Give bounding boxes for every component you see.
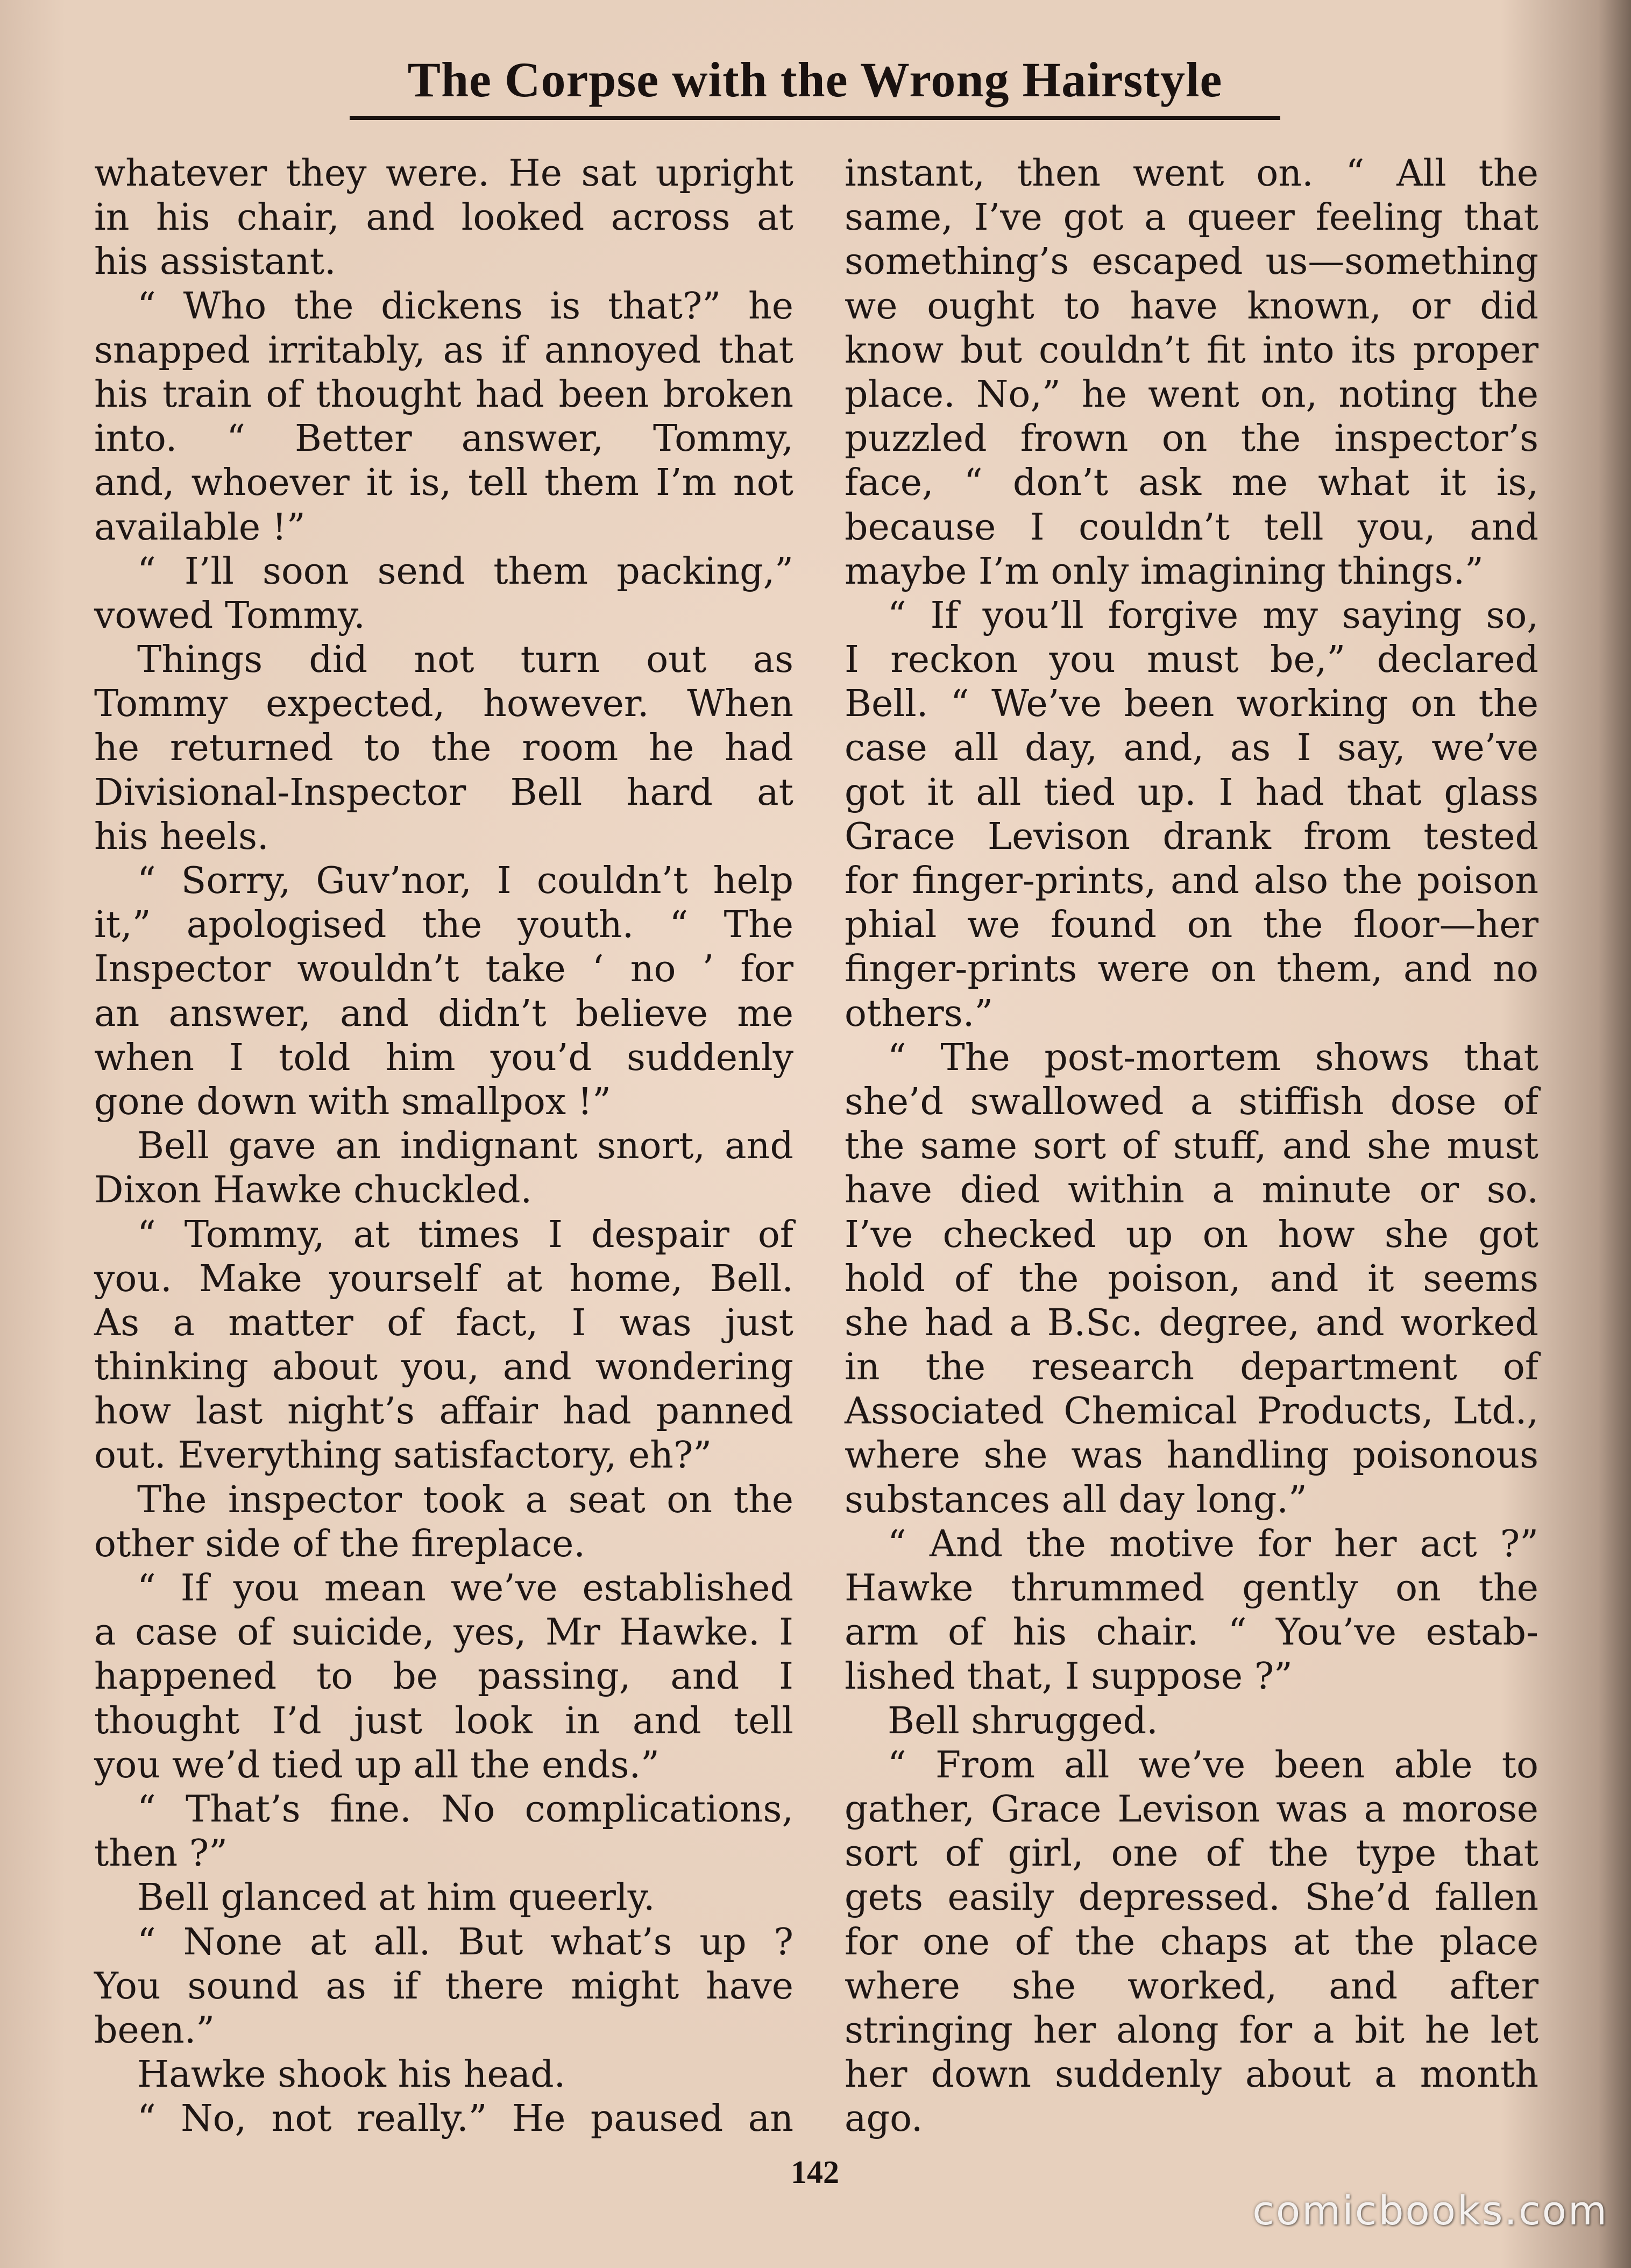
- text-line: in the research department of: [845, 1346, 1538, 1389]
- text-line: thinking about you, and wondering: [94, 1346, 793, 1389]
- text-line: we ought to have known, or did: [845, 285, 1538, 328]
- text-line: maybe I’m only imagining things.”: [845, 550, 1484, 593]
- text-line: then ?”: [94, 1832, 228, 1875]
- text-line: have died within a minute or so.: [845, 1169, 1538, 1212]
- text-line: “ And the motive for her act ?”: [888, 1522, 1538, 1565]
- text-line: out. Everything satisfactory, eh?”: [94, 1434, 712, 1477]
- text-line: gets easily depressed. She’d fallen: [845, 1876, 1538, 1919]
- text-line: “ Sorry, Guv’nor, I couldn’t help: [137, 860, 793, 902]
- text-line: puzzled frown on the inspector’s: [845, 417, 1538, 460]
- text-line: because I couldn’t tell you, and: [845, 506, 1538, 549]
- text-line: available !”: [94, 506, 306, 549]
- running-header: [350, 42, 1280, 123]
- text-line: Inspector wouldn’t take ‘ no ’ for: [94, 948, 793, 991]
- text-line: face, “ don’t ask me what it is,: [845, 462, 1538, 505]
- text-line: happened to be passing, and I: [94, 1655, 793, 1698]
- text-line: Grace Levison drank from tested: [845, 815, 1538, 858]
- text-line: whatever they were. He sat upright: [94, 152, 793, 195]
- text-line: she’d swallowed a stiffish dose of: [845, 1080, 1538, 1123]
- text-line: vowed Tommy.: [94, 594, 365, 637]
- text-line: lished that, I suppose ?”: [845, 1655, 1293, 1698]
- text-line: how last night’s affair had panned: [94, 1390, 793, 1433]
- text-column-right: [845, 152, 1538, 2141]
- text-line: “ If you’ll forgive my saying so,: [888, 594, 1538, 637]
- text-line: he returned to the room he had: [94, 727, 793, 770]
- text-line: As a matter of fact, I was just: [94, 1301, 793, 1344]
- text-line: Associated Chemical Products, Ltd.,: [845, 1390, 1538, 1433]
- text-line: where she worked, and after: [845, 1965, 1538, 2008]
- page-number: 142: [791, 2154, 839, 2190]
- text-line: you. Make yourself at home, Bell.: [94, 1257, 793, 1300]
- text-line: been.”: [94, 2009, 215, 2052]
- text-line: a case of suicide, yes, Mr Hawke. I: [94, 1611, 793, 1654]
- text-line: case all day, and, as I say, we’ve: [845, 727, 1538, 770]
- text-line: for finger-prints, and also the poison: [845, 860, 1538, 902]
- text-line: “ The post-mortem shows that: [888, 1036, 1538, 1079]
- text-line: in his chair, and looked across at: [94, 196, 793, 239]
- text-line: ago.: [845, 2097, 923, 2141]
- text-line: snapped irritably, as if annoyed that: [94, 329, 793, 372]
- text-line: her down suddenly about a month: [845, 2053, 1538, 2096]
- text-line: arm of his chair. “ You’ve estab-: [845, 1611, 1538, 1654]
- text-line: Bell glanced at him queerly.: [137, 1876, 655, 1919]
- text-line: gather, Grace Levison was a morose: [845, 1788, 1538, 1831]
- text-line: you we’d tied up all the ends.”: [94, 1743, 660, 1787]
- text-line: finger-prints were on them, and no: [845, 948, 1538, 991]
- text-line: phial we found on the floor—her: [845, 904, 1538, 947]
- text-line: The inspector took a seat on the: [137, 1478, 793, 1521]
- text-line: where she was handling poisonous: [845, 1434, 1538, 1477]
- text-line: Things did not turn out as: [137, 639, 793, 682]
- text-line: know but couldn’t fit into its proper: [845, 329, 1538, 372]
- text-line: his train of thought had been broken: [94, 373, 793, 416]
- text-line: and, whoever it is, tell them I’m not: [94, 462, 793, 505]
- text-line: “ That’s fine. No complications,: [137, 1788, 793, 1831]
- text-line: “ Who the dickens is that?” he: [137, 285, 793, 328]
- text-line: the same sort of stuff, and she must: [845, 1125, 1538, 1168]
- text-line: “ From all we’ve been able to: [888, 1743, 1538, 1787]
- text-line: she had a B.Sc. degree, and worked: [845, 1301, 1538, 1344]
- text-line: Divisional-Inspector Bell hard at: [94, 771, 793, 814]
- text-line: into. “ Better answer, Tommy,: [94, 417, 793, 460]
- text-line: “ I’ll soon send them packing,”: [137, 550, 793, 593]
- text-line: an answer, and didn’t believe me: [94, 992, 793, 1035]
- text-line: Bell. “ We’ve been working on the: [845, 683, 1538, 726]
- text-line: I reckon you must be,” declared: [845, 639, 1538, 682]
- text-line: “ No, not really.” He paused an: [137, 2097, 793, 2141]
- text-column-left: [94, 152, 793, 2141]
- page-title: The Corpse with the Wrong Hairstyle: [407, 52, 1223, 107]
- text-line: when I told him you’d suddenly: [94, 1036, 793, 1079]
- text-line: “ If you mean we’ve established: [137, 1567, 793, 1610]
- text-line: got it all tied up. I had that glass: [845, 771, 1538, 814]
- text-line: “ Tommy, at times I despair of: [137, 1213, 793, 1256]
- text-line: Tommy expected, however. When: [94, 683, 793, 726]
- text-line: Bell shrugged.: [888, 1699, 1158, 1742]
- text-line: his assistant.: [94, 240, 336, 284]
- text-line: thought I’d just look in and tell: [94, 1699, 793, 1742]
- text-line: sort of girl, one of the type that: [845, 1832, 1538, 1875]
- text-line: his heels.: [94, 815, 269, 858]
- text-line: something’s escaped us—something: [845, 240, 1538, 284]
- text-line: Hawke shook his head.: [137, 2053, 566, 2096]
- text-line: Bell gave an indignant snort, and: [137, 1125, 793, 1168]
- text-line: Dixon Hawke chuckled.: [94, 1169, 533, 1212]
- text-line: substances all day long.”: [845, 1478, 1307, 1521]
- text-line: stringing her along for a bit he let: [845, 2009, 1538, 2052]
- watermark: comicbooks.com: [1252, 2188, 1608, 2234]
- text-line: same, I’ve got a queer feeling that: [845, 196, 1538, 239]
- text-line: for one of the chaps at the place: [845, 1920, 1538, 1964]
- text-line: others.”: [845, 992, 994, 1035]
- title-underline: [350, 116, 1280, 120]
- text-line: hold of the poison, and it seems: [845, 1257, 1538, 1300]
- text-line: You sound as if there might have: [94, 1965, 793, 2008]
- text-line: I’ve checked up on how she got: [845, 1213, 1538, 1256]
- text-line: instant, then went on. “ All the: [845, 152, 1538, 195]
- text-line: it,” apologised the youth. “ The: [94, 904, 793, 947]
- text-line: gone down with smallpox !”: [94, 1080, 611, 1123]
- text-line: place. No,” he went on, noting the: [845, 373, 1538, 416]
- text-line: “ None at all. But what’s up ?: [137, 1920, 793, 1964]
- text-line: other side of the fireplace.: [94, 1522, 586, 1565]
- text-line: Hawke thrummed gently on the: [845, 1567, 1538, 1610]
